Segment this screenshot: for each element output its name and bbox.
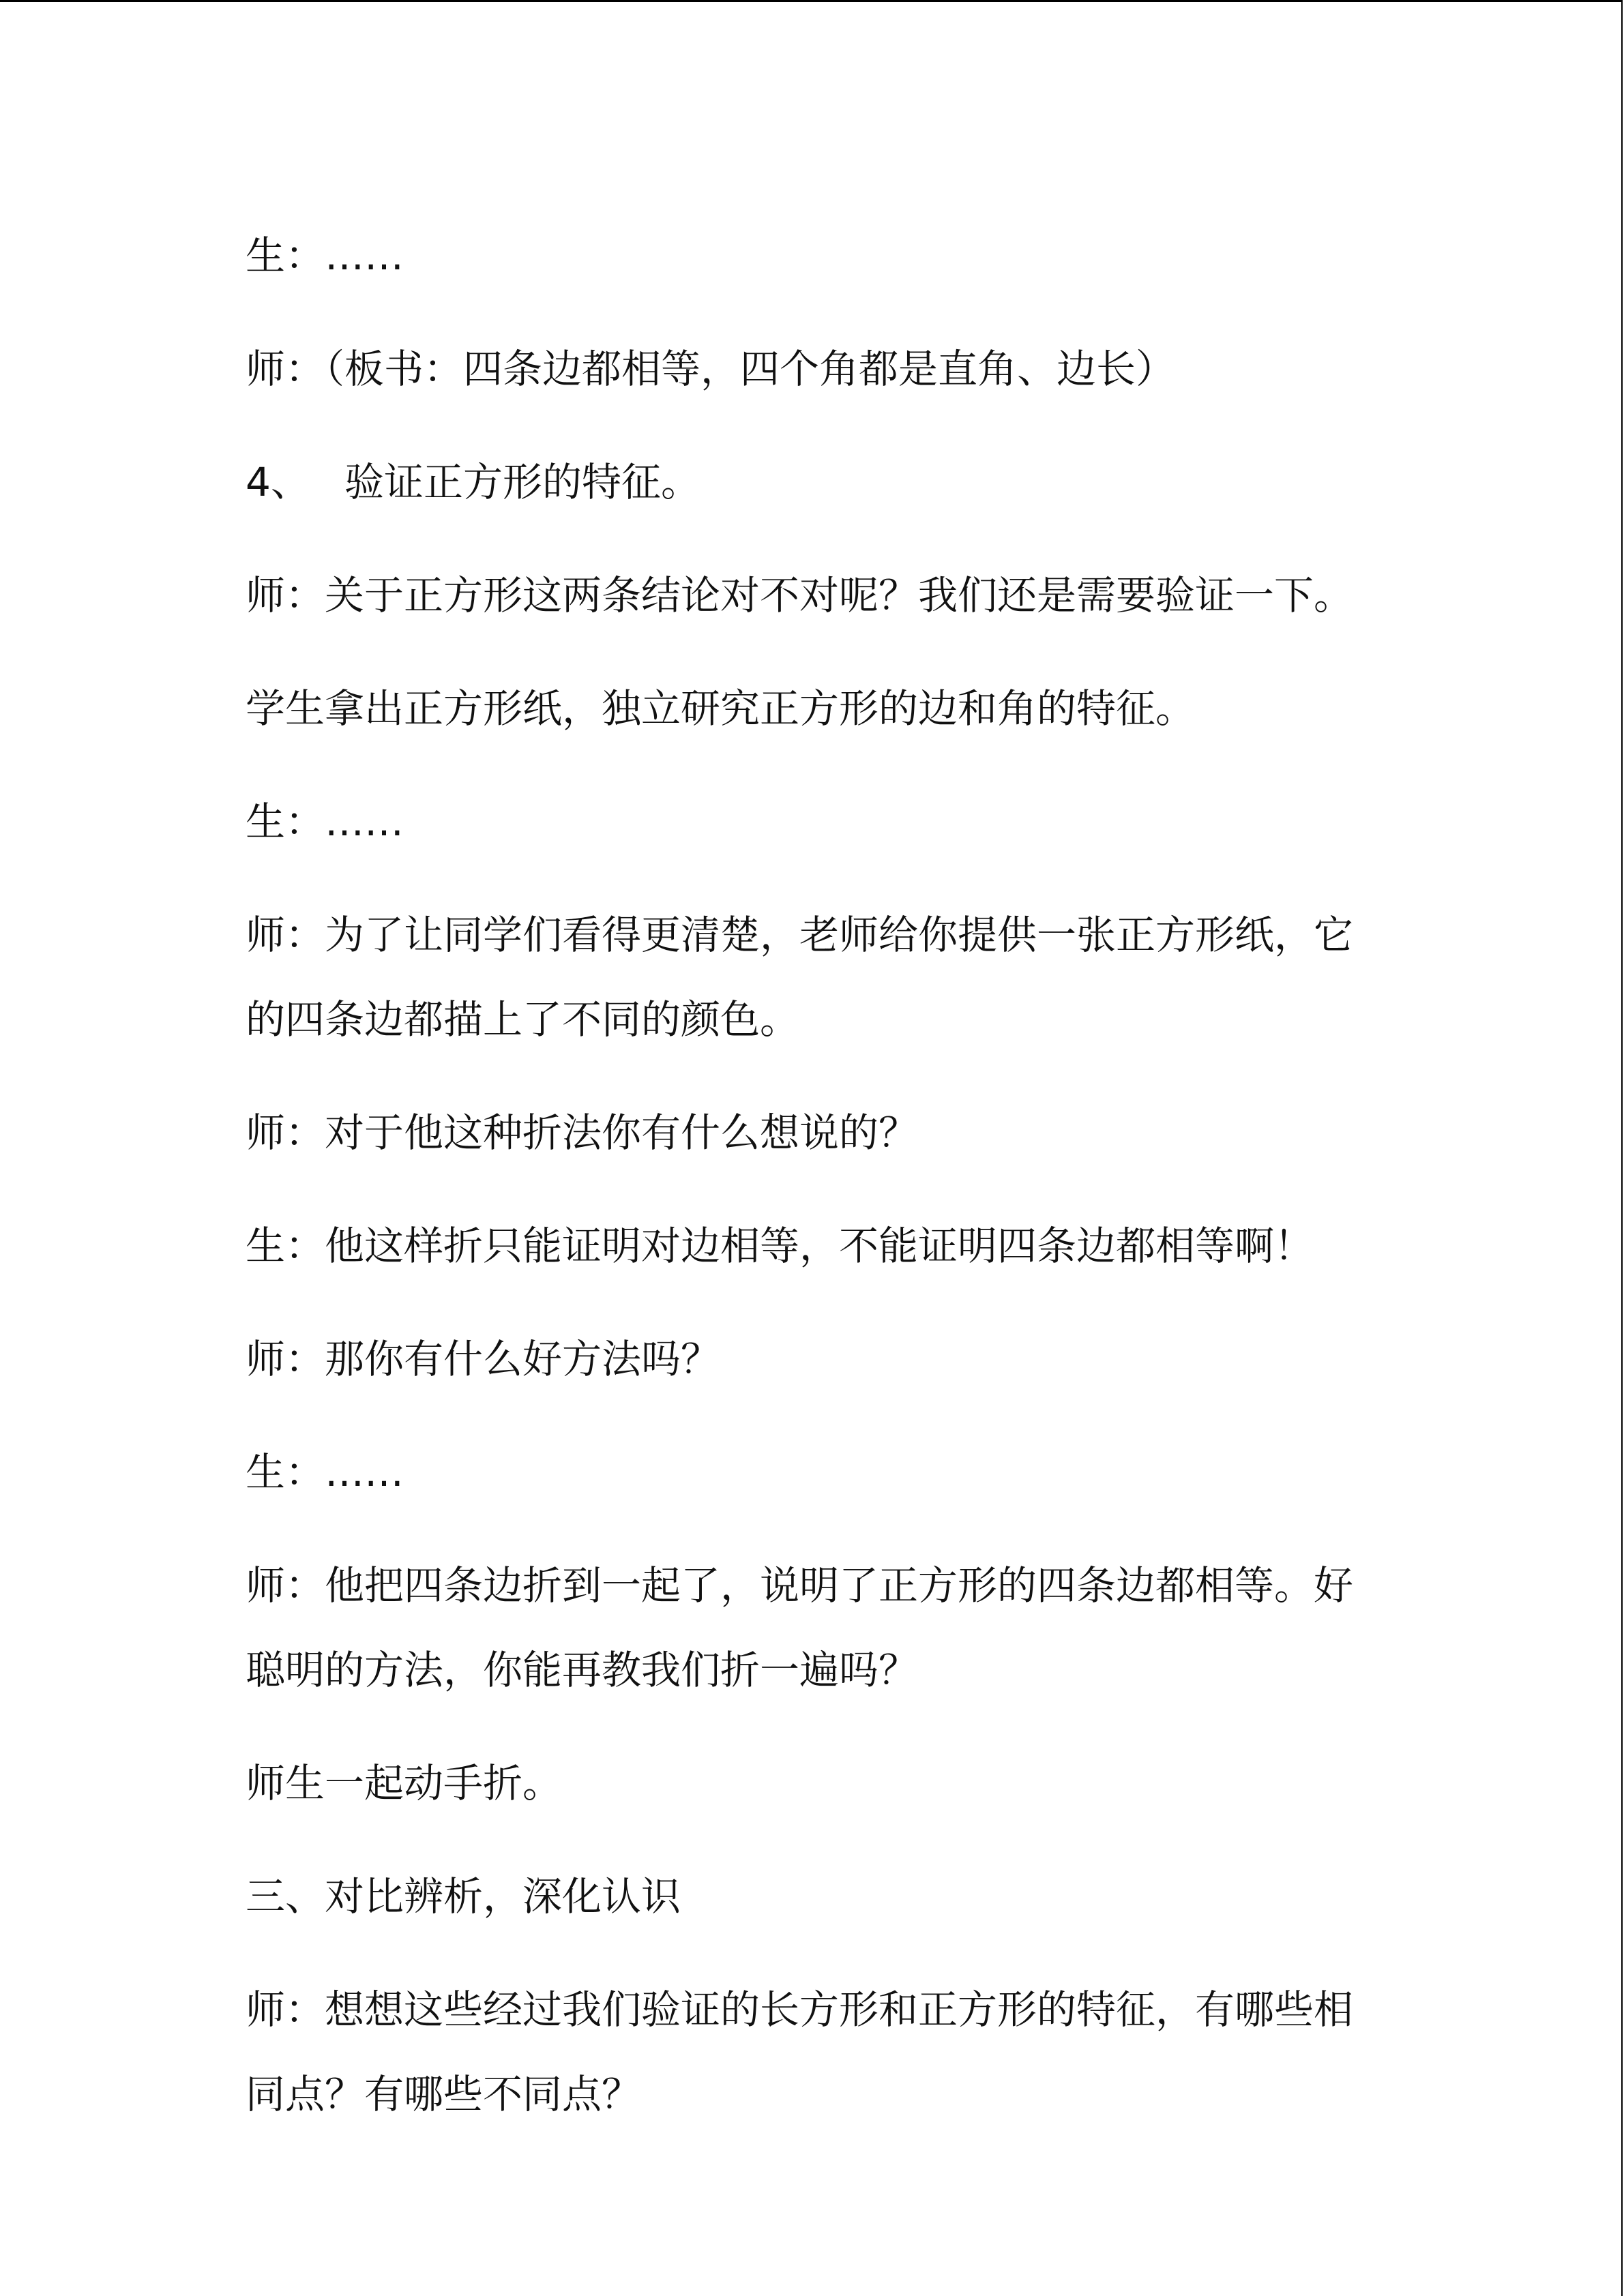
paragraph: 师生一起动手折。: [246, 1760, 563, 1806]
paragraph: 师：想想这些经过我们验证的长方形和正方形的特征，有哪些相同点？有哪些不同点？: [246, 1986, 1354, 2117]
paragraph: 师：为了让同学们看得更清楚，老师给你提供一张正方形纸，它的四条边都描上了不同的颜色。: [246, 912, 1354, 1043]
section-heading: 三、对比辨析，深化认识: [246, 1873, 681, 1920]
paragraph: 师：（板书：四条边都相等，四个角都是直角、边长）: [246, 346, 1176, 392]
paragraph: 师：关于正方形这两条结论对不对呢？我们还是需要验证一下。: [246, 572, 1354, 618]
paragraph: 生：……: [246, 799, 404, 845]
paragraph: 学生拿出正方形纸，独立研究正方形的边和角的特征。: [246, 685, 1196, 732]
heading-number: 4、: [246, 459, 310, 505]
paragraph: 生：……: [246, 1449, 404, 1495]
paragraph: 生：他这样折只能证明对边相等，不能证明四条边都相等啊！: [246, 1223, 1314, 1269]
paragraph: 师：他把四条边折到一起了，说明了正方形的四条边都相等。好聪明的方法，你能再教我们折一遍吗？: [246, 1562, 1354, 1693]
paragraph: 师：那你有什么好方法吗？: [246, 1336, 721, 1382]
paragraph: 生：……: [246, 233, 404, 279]
document-body: [246, 213, 1364, 2136]
heading-text: 验证正方形的特征。: [344, 459, 701, 505]
paragraph: 师：对于他这种折法你有什么想说的？: [246, 1109, 919, 1156]
numbered-heading: [246, 440, 1364, 524]
